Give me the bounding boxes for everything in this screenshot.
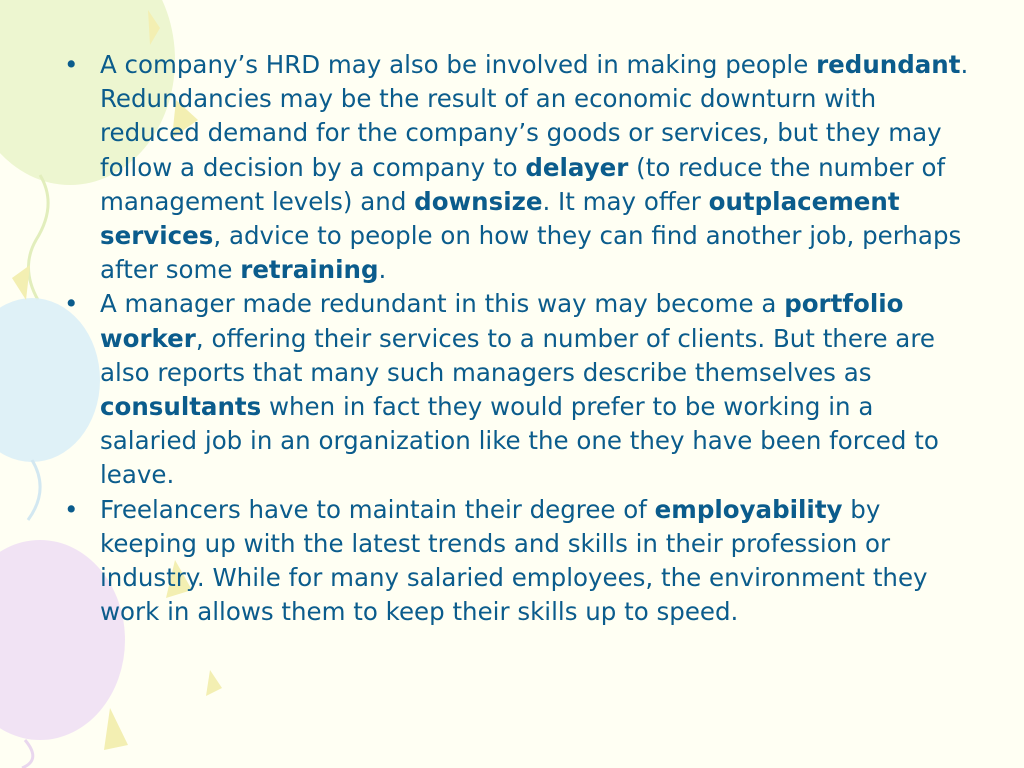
confetti-icon <box>104 708 128 750</box>
text-segment: by keeping up with the latest trends and skills in their profession or industry. While for many salaried employees, the environment they work in allows them to keep their skills up to speed. <box>100 494 928 627</box>
confetti-icon <box>12 265 30 300</box>
bold-term: retraining <box>240 255 379 285</box>
text-segment: , offering their services to a number of clients. But there are also reports that many such managers describe themselves as <box>100 323 935 387</box>
bullet-text <box>100 50 968 284</box>
bold-term: downsize <box>414 186 543 216</box>
bold-term: consultants <box>100 392 262 422</box>
bold-term: redundant <box>816 50 961 79</box>
bold-term: delayer <box>525 152 629 182</box>
text-segment: A manager made redundant in this way may become a <box>100 289 785 319</box>
bold-term: outplacement services <box>100 186 900 251</box>
text-segment: (to reduce the number of management levels) and <box>100 152 946 216</box>
text-segment: when in fact they would prefer to be working in a salaried job in an organization like the one they have been forced to leave. <box>100 392 939 490</box>
confetti-icon <box>206 670 222 696</box>
text-segment: . Redundancies may be the result of an economic downturn with reduced demand for the company’s goods or services, but they may follow a decision by a company to <box>100 50 969 182</box>
bullet-text <box>100 495 928 627</box>
text-segment: A company’s HRD may also be involved in making people <box>100 50 817 79</box>
bold-term: portfolio worker <box>100 289 904 353</box>
bullet-item <box>62 287 972 492</box>
bold-term: employability <box>654 494 843 524</box>
text-segment: . It may offer <box>542 186 709 216</box>
bullet-item <box>62 493 972 630</box>
bullet-item <box>62 48 972 287</box>
text-segment: Freelancers have to maintain their degree of <box>100 494 655 524</box>
bullet-marker: • <box>64 494 79 524</box>
slide-body <box>62 48 972 629</box>
text-segment: , advice to people on how they can find another job, perhaps after some <box>100 221 962 285</box>
bullet-list <box>62 48 972 629</box>
text-segment: . <box>378 255 387 285</box>
bullet-marker: • <box>64 50 79 79</box>
bullet-marker: • <box>64 289 79 319</box>
bullet-text <box>100 289 939 489</box>
